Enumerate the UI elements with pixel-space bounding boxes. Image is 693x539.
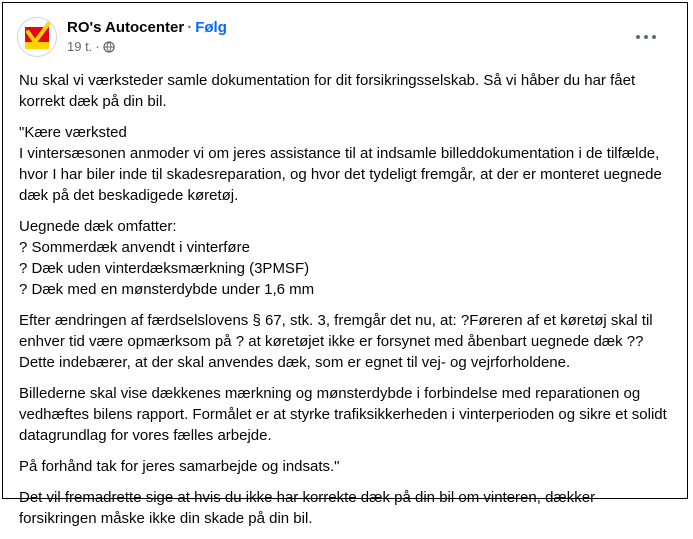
unsuitable-tires-list [19, 216, 674, 300]
outro-text: Det vil fremadrette sige at hvis du ikke har korrekte dæk på din bil om vinteren, dækker forsikringen måske ikke din skade på din bil. [19, 489, 596, 527]
author-row [67, 18, 227, 37]
autocenter-logo-icon [18, 18, 56, 56]
page-avatar[interactable] [17, 17, 57, 57]
intro-text: Nu skal vi værksteder samle dokumentation for dit forsikringsselskab. Så vi håber du har fået korrekt dæk på din bil. [19, 72, 636, 110]
list-item: ? Dæk med en mønsterdybde under 1,6 mm [19, 281, 315, 298]
more-options-icon[interactable] [633, 27, 661, 47]
facebook-post-card [2, 2, 688, 527]
meta-separator: · [95, 39, 100, 54]
list-item: ? Sommerdæk anvendt i vinterføre [19, 239, 250, 256]
list-title: Uegnede dæk omfatter: [19, 218, 177, 235]
letter-paragraph-2: Efter ændringen af færdselslovens § 67, stk. 3, fremgår det nu, at: ?Føreren af et køretøj skal til enhver tid være opmærksom på ? at køretøjet ikke er forsynet med åbenbart uegnede dæk ?? Dette indebærer, at der skal anvendes dæk, som er egnet til vej- og vejrforholdene. [19, 312, 653, 371]
post-timestamp[interactable]: 19 t. [67, 39, 93, 54]
follow-button[interactable]: Følg [195, 19, 227, 36]
globe-icon [103, 41, 115, 57]
post-header [17, 17, 675, 59]
post-body [19, 70, 674, 539]
name-separator: · [187, 19, 193, 36]
letter-opening [19, 122, 674, 206]
letter-greeting: "Kære værksted [19, 124, 127, 141]
letter-paragraph-3: Billederne skal vise dækkenes mærkning og mønsterdybde i forbindelse med reparationen og vedhæftes bilens rapport. Formålet er at styrke trafiksikkerheden i vinterperioden og sikre et solidt datagrundlag for vores fælles arbejde. [19, 385, 667, 444]
page-name-link[interactable]: RO's Autocenter [67, 19, 185, 36]
letter-thanks: På forhånd tak for jeres samarbejde og indsats." [19, 458, 340, 475]
letter-paragraph-1: I vintersæsonen anmoder vi om jeres assistance til at indsamle billeddokumentation i de tilfælde, hvor I har biler inde til skadesreparation, og hvor det tydeligt fremgår, at der er monteret uegnede dæk på det beskadigede køretøj. [19, 145, 662, 204]
post-meta [67, 39, 115, 57]
list-item: ? Dæk uden vinterdæksmærkning (3PMSF) [19, 260, 310, 277]
